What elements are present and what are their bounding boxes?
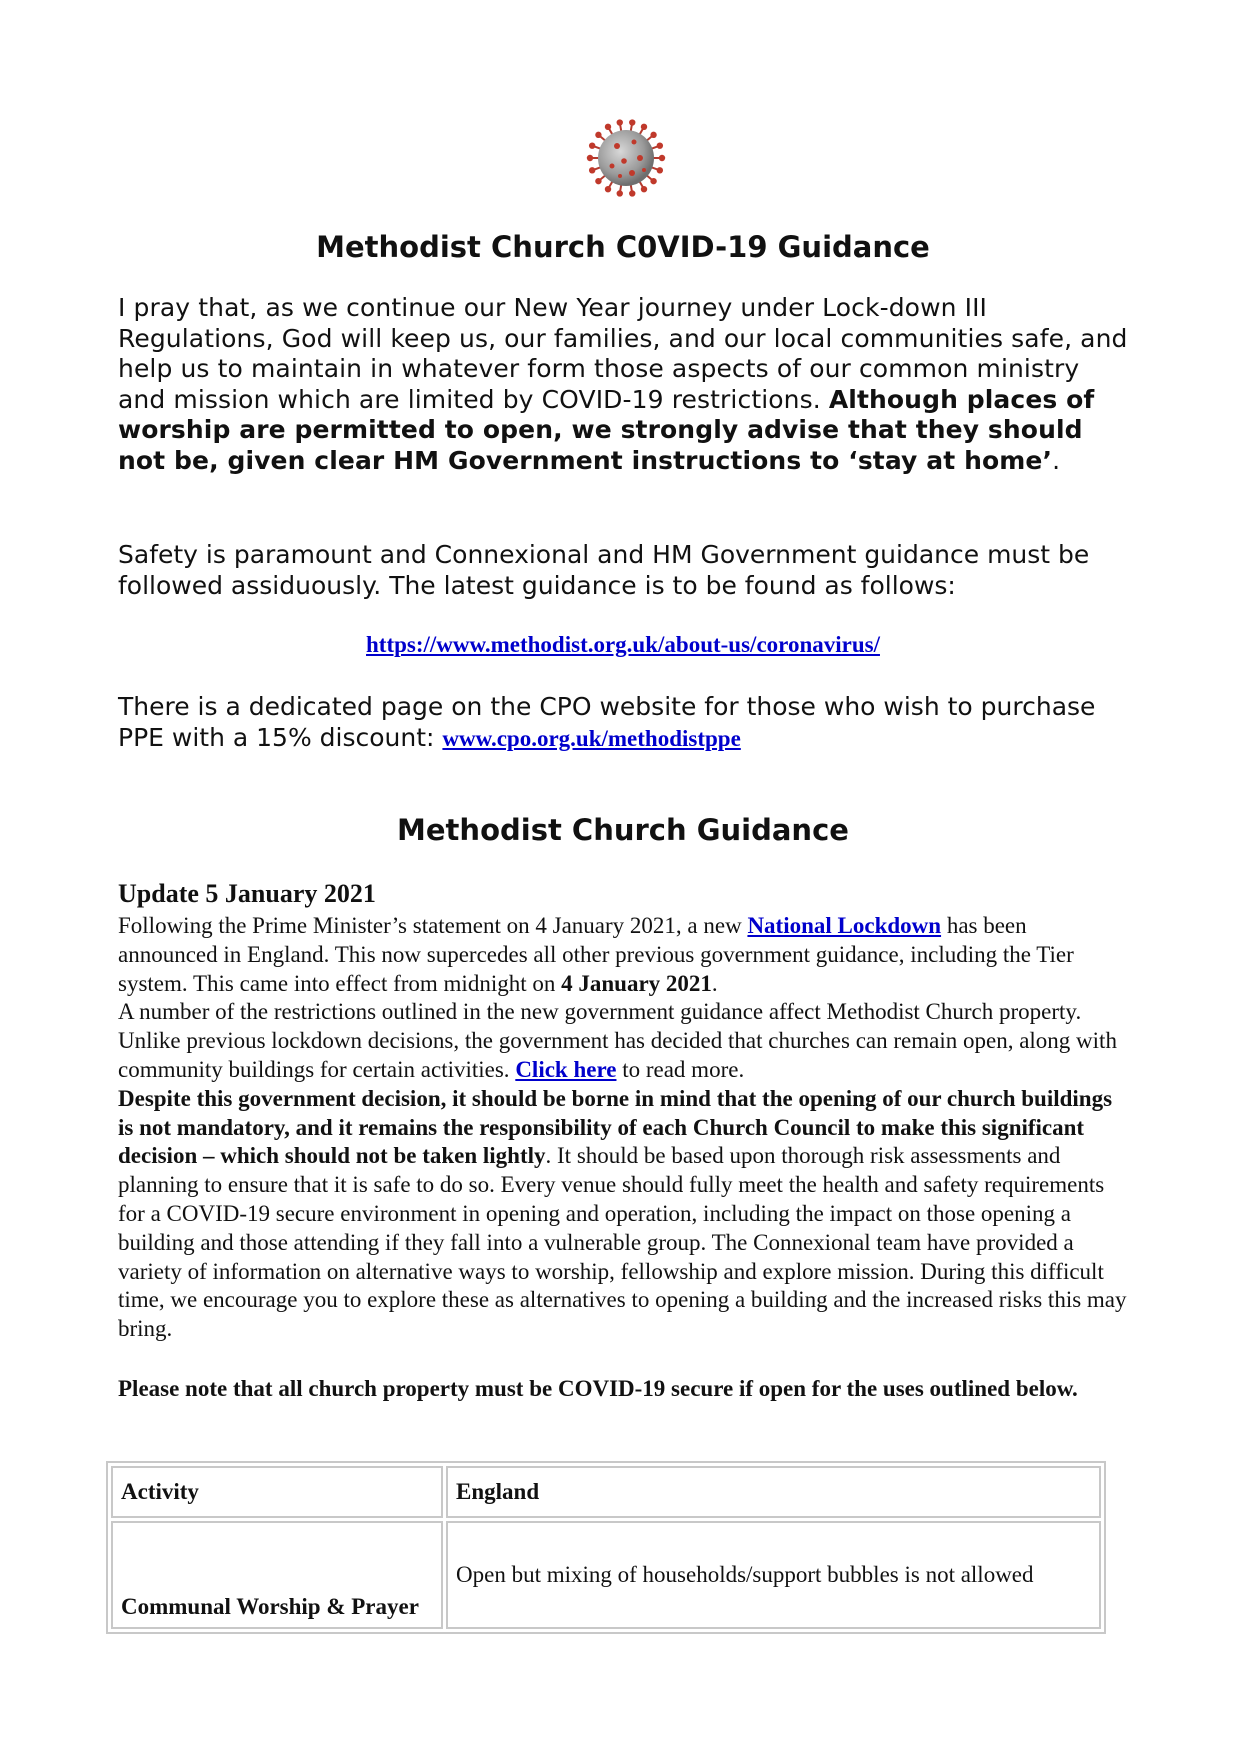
- guidance-link-line: [118, 632, 1128, 658]
- second-heading: Methodist Church Guidance: [397, 813, 849, 847]
- cpo-paragraph: [118, 692, 1128, 754]
- click-here-link[interactable]: Click here: [515, 1056, 617, 1082]
- national-lockdown-link[interactable]: National Lockdown: [747, 913, 942, 938]
- table-header-activity: Activity: [111, 1466, 443, 1518]
- intro-text: I pray that, as we continue our New Year journey under Lock-down III Regulations, God will keep us, our families, and our local communities safe, and help us to maintain in whatever form those aspects of our common ministry and mission which are limited by COVID-19 restrictions.: [118, 293, 1128, 414]
- update-body: [118, 912, 1128, 1344]
- update-heading: Update 5 January 2021: [118, 879, 376, 908]
- update-date-bold: 4 January 2021: [561, 970, 712, 996]
- update-text: . It should be based upon thorough risk assessments and planning to ensure that it is safe to do so. Every venue should fully meet the health and safety requirements for a COVID-19 secure environment in opening and operation, including the impact on those opening a building and those attending if they fall into a vulnerable group. The Connexional team have provided a variety of information on alternative ways to worship, fellowship and explore mission. During this difficult time, we encourage you to explore these as alternatives to opening a building and the increased risks this may bring.: [118, 1143, 1127, 1342]
- main-heading: Methodist Church C0VID-19 Guidance: [316, 230, 930, 264]
- table-cell-activity: Communal Worship & Prayer: [111, 1521, 443, 1629]
- note-paragraph: Please note that all church property must be COVID-19 secure if open for the uses outlined below.: [118, 1376, 1078, 1401]
- update-text: A number of the restrictions outlined in the new government guidance affect Methodist Church property. Unlike previous lockdown decisions, the government has decided that churches can remain open, along with community buildings for certain activities.: [118, 999, 1117, 1082]
- activity-table: [106, 1461, 1106, 1634]
- safety-paragraph: Safety is paramount and Connexional and HM Government guidance must be followed assiduously. The latest guidance is to be found as follows:: [118, 540, 1090, 600]
- guidance-link[interactable]: https://www.methodist.org.uk/about-us/coronavirus/: [366, 632, 880, 657]
- cpo-text: There is a dedicated page on the CPO website for those who wish to purchase PPE with a 15% discount:: [118, 692, 1096, 752]
- table-cell-england: Open but mixing of households/support bubbles is not allowed: [446, 1521, 1101, 1629]
- coronavirus-icon: [584, 116, 668, 200]
- update-text: Following the Prime Minister’s statement on 4 January 2021, a new: [118, 913, 748, 938]
- update-text: has been announced in England. This now supercedes all other previous government guidance, including the Tier system. This came into effect from midnight on: [118, 913, 1074, 996]
- intro-bold-text: Although places of worship are permitted to open, we strongly advise that they should not be, given clear HM Government instructions to ‘stay at home’: [118, 384, 1095, 475]
- intro-end: .: [1052, 445, 1061, 475]
- table-row: [111, 1521, 1101, 1629]
- cpo-link[interactable]: www.cpo.org.uk/methodistppe: [442, 725, 741, 751]
- update-text: to read more.: [616, 1056, 745, 1082]
- update-text: .: [711, 970, 718, 996]
- update-bold-statement: Despite this government decision, it should be borne in mind that the opening of our church buildings is not mandatory, and it remains the responsibility of each Church Council to make this significant decision – which should not be taken lightly: [118, 1085, 1113, 1169]
- intro-paragraph: [118, 293, 1128, 476]
- table-header-england: England: [446, 1466, 1101, 1518]
- table-header-row: [111, 1466, 1101, 1518]
